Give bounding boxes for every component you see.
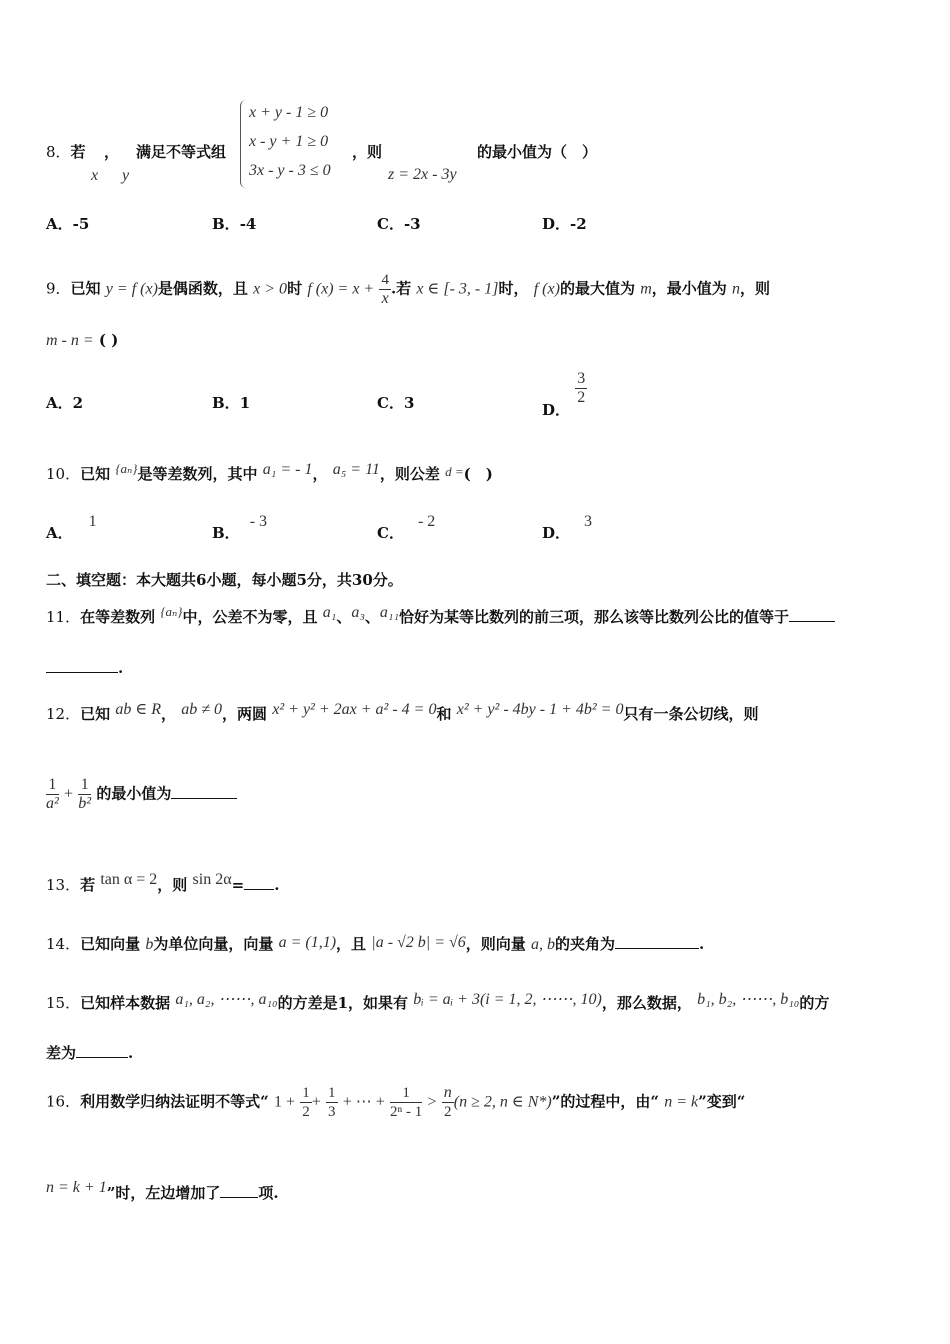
q8-option-d[interactable]: D．-2 — [542, 215, 587, 233]
q11-a3: a₃ — [351, 604, 365, 621]
q10-text-3: ， — [312, 465, 328, 483]
q11-text-3: 恰好为某等比数列的前三项，那么该等比数列公比的值等于 — [399, 608, 790, 626]
q8-option-b[interactable]: B．-4 — [212, 215, 257, 233]
q15-number: 15． — [46, 994, 81, 1012]
q10-option-d[interactable]: D．3 — [542, 513, 593, 542]
q12-circle-1: x² + y² + 2ax + a² - 4 = 0 — [272, 701, 437, 718]
q10-a5: a₅ = 11 — [332, 461, 380, 478]
q8-text-1: 若 — [70, 143, 86, 161]
q12-text-3: ，两圆 — [222, 705, 268, 723]
q10-seq: {aₙ} — [115, 461, 138, 476]
q9-fx: f (x) — [533, 280, 560, 298]
q13-number: 13． — [46, 876, 81, 894]
q14-number: 14． — [46, 935, 81, 953]
q9-text-8: ，则 — [740, 279, 771, 298]
q9-text-6: 的最大值为 — [559, 279, 635, 298]
q11-a11: a₁₁ — [379, 604, 400, 621]
q9-stem — [46, 271, 770, 308]
q11-a1: a₁ — [322, 604, 337, 621]
q9-number: 9． — [46, 279, 71, 298]
q9-n: n — [732, 280, 740, 298]
q16-lhs-1: 1 + — [273, 1093, 295, 1111]
q8-text-2: ， — [104, 143, 120, 161]
q12-text-5: 只有一条公切线，则 — [623, 705, 759, 723]
q12-ab: ab ∈ R — [115, 701, 161, 718]
q10-a1: a₁ = - 1 — [262, 461, 313, 478]
q14-condition: |a - √2 b| = √6 — [371, 934, 466, 951]
q12-answer-blank[interactable] — [171, 784, 237, 799]
q14-vector-a: a = (1,1) — [278, 934, 337, 951]
q12-circle-2: x² + y² - 4by - 1 + 4b² = 0 — [456, 701, 624, 718]
q16-dots: + ⋯ + — [342, 1093, 385, 1111]
q9-fdef: f (x) = x + — [307, 280, 375, 298]
q10-option-a[interactable]: A．1 — [46, 513, 97, 542]
q9-option-d[interactable]: D． $\frac{3}{2}$ — [542, 370, 586, 419]
q11-line-2: . — [46, 658, 123, 677]
q10-text-4: ，则公差 — [379, 465, 440, 483]
q14-answer-blank[interactable] — [615, 934, 699, 949]
q8-text-5: 的最小值为（ ） — [477, 143, 598, 161]
q16-frac-half: $\frac{1}{2}$ — [302, 1085, 310, 1120]
q11-stem: 11．在等差数列 {aₙ}中，公差不为零，且 a₁、a₃、a₁₁恰好为某等比数列的前三项，那么该等比数列公比的值等于 — [46, 606, 835, 627]
q9-option-b[interactable]: B．1 — [212, 394, 251, 412]
q8-option-a[interactable]: A．-5 — [46, 215, 90, 233]
q15-line-2: 差为 . — [46, 1044, 134, 1062]
q9-interval: x ∈ [- 3, - 1] — [416, 280, 499, 298]
q9-text-3: 时 — [287, 279, 303, 298]
q16-number: 16． — [46, 1092, 81, 1111]
q8-target: z = 2x - 3y — [388, 166, 457, 183]
q10-number: 10． — [46, 465, 81, 483]
q8-text-4: ，则 — [352, 143, 383, 161]
q15-answer-blank[interactable] — [76, 1043, 128, 1058]
q8-number: 8． — [46, 143, 71, 161]
q11-text-1: 在等差数列 — [80, 608, 156, 626]
q13-sin: sin 2α — [192, 871, 232, 888]
q11-seq: {aₙ} — [160, 604, 183, 619]
q8-system-line-1: x + y - 1 ≥ 0 — [249, 104, 329, 121]
q14-stem: 14．已知向量 b为单位向量，向量 a = (1,1)，且 |a - √2 b| = √6，则向量 a, b的夹角为 . — [46, 934, 705, 953]
q12-frac-2: $\frac{1}{\text{b²}}$ — [78, 776, 92, 812]
q11-answer-blank-1[interactable] — [789, 607, 835, 622]
q16-stem: 16．利用数学归纳法证明不等式“ 1 + $\frac{1}{2}$ + $\frac{1}{3}$ + ⋯ + $\frac{1}{\text{2ⁿ - 1}}$ > $\frac{n}{2}$ (n ≥ 2, n ∈ N*)”的过程中，由“ n = k”变到“ — [46, 1084, 746, 1120]
q16-n-eq-k: n = k — [664, 1093, 699, 1111]
q9-line-2 — [46, 331, 118, 350]
q10-option-b[interactable]: B．- 3 — [212, 513, 268, 542]
q16-frac-rhs: $\frac{n}{2}$ — [443, 1084, 452, 1120]
q13-stem: 13．若 tan α = 2，则 sin 2α= . — [46, 871, 280, 894]
q8-stem — [46, 141, 86, 162]
q9-text-4: .若 — [390, 279, 412, 298]
q9-paren: ( ) — [98, 331, 119, 349]
q9-mn-expr: m - n = — [46, 332, 94, 349]
q9-m: m — [640, 280, 652, 298]
q11-text-2: 中，公差不为零，且 — [182, 608, 318, 626]
q10-text-1: 已知 — [80, 465, 111, 483]
q10-text-5: ( ) — [463, 465, 493, 483]
q9-fraction: $\frac{4}{x}$ — [381, 272, 389, 307]
q12-text-6: 的最小值为 — [96, 784, 172, 803]
q11-number: 11． — [46, 608, 81, 626]
q16-answer-blank[interactable] — [220, 1183, 258, 1198]
q13-answer-blank[interactable] — [244, 875, 274, 890]
q11-answer-blank-2[interactable] — [46, 658, 118, 673]
q12-text-1: 已知 — [80, 705, 111, 723]
q13-tan: tan α = 2 — [100, 871, 158, 888]
q9-text-7: ，最小值为 — [651, 279, 727, 298]
q12-line-2: $\frac{1}{\text{a²}}$ + $\frac{1}{\text{b²}}$ 的最小值为 — [46, 776, 237, 813]
q8-var-x: x — [91, 167, 99, 184]
q15-data-a: a₁, a₂, ⋯⋯, a₁₀ — [175, 991, 278, 1008]
q8-system-line-3: 3x - y - 3 ≤ 0 — [249, 162, 331, 179]
q12-number: 12． — [46, 705, 81, 723]
q14-ab: a, b — [531, 936, 556, 953]
q16-frac-third: $\frac{1}{3}$ — [328, 1085, 336, 1120]
q9-text-2: 是偶函数，且 — [157, 279, 248, 298]
q9-option-c[interactable]: C．3 — [377, 394, 415, 412]
q9-cond: x > 0 — [253, 280, 288, 298]
q8-text-3: 满足不等式组 — [136, 143, 227, 161]
q15-stem: 15．已知样本数据 a₁, a₂, ⋯⋯, a₁₀的方差是1，如果有 bᵢ = aᵢ + 3(i = 1, 2, ⋯⋯, 10)，那么数据， b₁, b₂, ⋯⋯, b₁₀的方 — [46, 991, 830, 1012]
q14-vector-b: b — [145, 936, 154, 953]
q16-n-eq-k1: n = k + 1 — [46, 1179, 107, 1196]
q8-var-y: y — [122, 167, 130, 184]
q16-condition: (n ≥ 2, n ∈ N*) — [453, 1093, 552, 1111]
q10-option-c[interactable]: C．- 2 — [377, 513, 436, 542]
q15-relation: bᵢ = aᵢ + 3(i = 1, 2, ⋯⋯, 10) — [413, 991, 602, 1008]
q10-stem — [46, 463, 493, 484]
section-fill-in-title: 二、填空题：本大题共6小题，每小题5分，共30分。 — [46, 571, 403, 589]
q10-d: d = — [445, 464, 464, 479]
q12-frac-1: $\frac{1}{\text{a²}}$ — [46, 776, 59, 812]
q8-system-line-2: x - y + 1 ≥ 0 — [249, 133, 329, 150]
q9-text-1: 已知 — [70, 279, 101, 298]
q16-frac-last: $\frac{1}{\text{2ⁿ - 1}}$ — [390, 1085, 423, 1120]
q9-fexpr: y = f (x) — [105, 280, 158, 298]
q16-line-2: n = k + 1”时，左边增加了 项. — [46, 1179, 279, 1202]
q9-option-a[interactable]: A．2 — [46, 394, 84, 412]
q8-option-c[interactable]: C．-3 — [377, 215, 421, 233]
q15-data-b: b₁, b₂, ⋯⋯, b₁₀ — [697, 991, 800, 1008]
q10-text-2: 是等差数列，其中 — [137, 465, 258, 483]
q9-text-5: 时， — [498, 279, 529, 298]
q12-stem: 12．已知 ab ∈ R， ab ≠ 0，两圆 x² + y² + 2ax + a² - 4 = 0和 x² + y² - 4by - 1 + 4b² = 0只有一条公切线，则 — [46, 701, 759, 723]
q12-abne: ab ≠ 0 — [181, 701, 222, 718]
